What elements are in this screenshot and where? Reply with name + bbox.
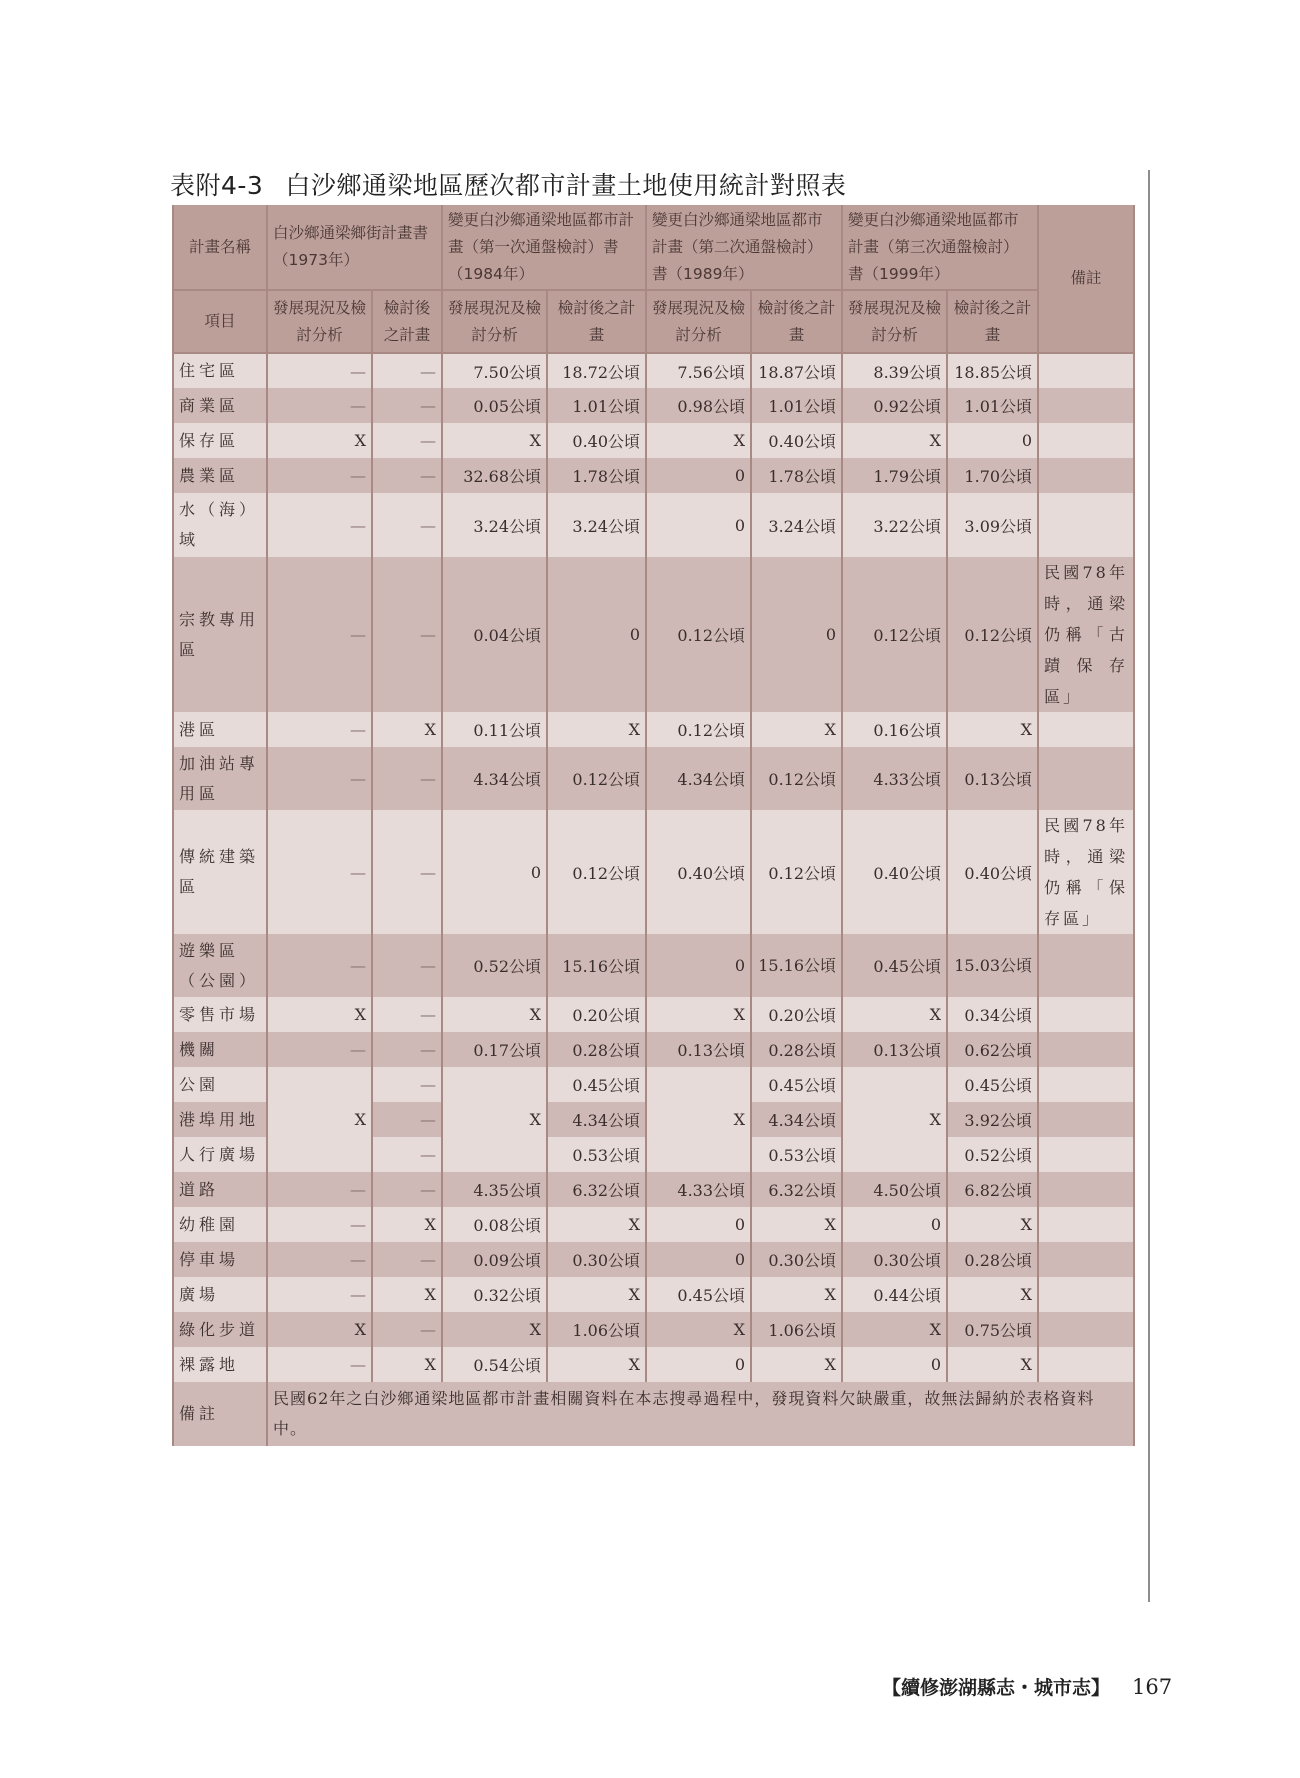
table-row (173, 810, 1134, 934)
planned-cell: X (372, 1347, 442, 1382)
planned-cell: 0.45公頃 (547, 1067, 646, 1102)
planned-cell: 0.30公頃 (547, 1242, 646, 1277)
planned-cell: X (947, 712, 1038, 747)
planned-cell: 0.30公頃 (751, 1242, 842, 1277)
current-status-cell: 0.04公頃 (442, 557, 547, 712)
planned-cell: 4.34公頃 (547, 1102, 646, 1137)
current-status-cell: 4.34公頃 (646, 747, 751, 810)
planned-cell: — (372, 388, 442, 423)
page-vertical-rule (1148, 170, 1150, 1602)
table-number: 表附4-3 (170, 171, 264, 200)
sub-header-current: 發展現況及檢討分析 (842, 290, 947, 353)
land-use-name: 綠化步道 (173, 1312, 267, 1347)
current-status-cell: 0.30公頃 (842, 1242, 947, 1277)
current-status-cell: X (267, 997, 372, 1032)
planned-cell: 0.13公頃 (947, 747, 1038, 810)
remarks-header: 備註 (1038, 205, 1134, 353)
remark-cell (1038, 1207, 1134, 1242)
planned-cell: 0.62公頃 (947, 1032, 1038, 1067)
planned-cell: 0.53公頃 (751, 1137, 842, 1172)
remark-cell (1038, 1347, 1134, 1382)
table-row (173, 1312, 1134, 1347)
current-status-cell: X (442, 423, 547, 458)
planned-cell: — (372, 458, 442, 493)
planned-cell: 0.40公頃 (547, 423, 646, 458)
planned-cell: — (372, 353, 442, 388)
table-row (173, 458, 1134, 493)
current-status-cell: 0.40公頃 (842, 810, 947, 934)
planned-cell: — (372, 1032, 442, 1067)
current-status-cell: 0.16公頃 (842, 712, 947, 747)
table-row (173, 1067, 1134, 1102)
land-use-name: 道路 (173, 1172, 267, 1207)
current-status-cell: X (842, 1067, 947, 1172)
current-status-cell: — (267, 712, 372, 747)
land-use-name: 廣場 (173, 1277, 267, 1312)
planned-cell: 1.06公頃 (751, 1312, 842, 1347)
planned-cell: — (372, 997, 442, 1032)
planned-cell: 15.16公頃 (547, 934, 646, 997)
remark-cell (1038, 493, 1134, 557)
planned-cell: 0.40公頃 (751, 423, 842, 458)
plan-header-1973: 白沙鄉通梁鄉街計畫書（1973年） (267, 205, 442, 290)
planned-cell: 0.20公頃 (547, 997, 646, 1032)
remark-cell: 民國78年時，通梁仍稱「古蹟保存區」 (1038, 557, 1134, 712)
current-status-cell: 0.98公頃 (646, 388, 751, 423)
current-status-cell: — (267, 557, 372, 712)
planned-cell: 3.09公頃 (947, 493, 1038, 557)
planned-cell: X (947, 1277, 1038, 1312)
current-status-cell: X (646, 1312, 751, 1347)
current-status-cell: X (842, 1312, 947, 1347)
planned-cell: 18.72公頃 (547, 353, 646, 388)
current-status-cell: 32.68公頃 (442, 458, 547, 493)
land-use-name: 零售市場 (173, 997, 267, 1032)
planned-cell: 0.40公頃 (947, 810, 1038, 934)
planned-cell: 1.70公頃 (947, 458, 1038, 493)
planned-cell: 0.45公頃 (751, 1067, 842, 1102)
land-use-name: 加油站專用區 (173, 747, 267, 810)
current-status-cell: — (267, 1032, 372, 1067)
remark-cell (1038, 1312, 1134, 1347)
remark-cell (1038, 1032, 1134, 1067)
current-status-cell: 0.52公頃 (442, 934, 547, 997)
planned-cell: — (372, 1312, 442, 1347)
planned-cell: — (372, 934, 442, 997)
current-status-cell: 0.32公頃 (442, 1277, 547, 1312)
planned-cell: — (372, 493, 442, 557)
remark-cell (1038, 458, 1134, 493)
remark-cell (1038, 1242, 1134, 1277)
current-status-cell: 0.54公頃 (442, 1347, 547, 1382)
current-status-cell: X (646, 423, 751, 458)
planned-cell: 0.45公頃 (947, 1067, 1038, 1102)
current-status-cell: — (267, 810, 372, 934)
current-status-cell: X (442, 997, 547, 1032)
planned-cell: 6.32公頃 (751, 1172, 842, 1207)
planned-cell: 1.01公頃 (547, 388, 646, 423)
land-use-name: 幼稚園 (173, 1207, 267, 1242)
current-status-cell: 1.79公頃 (842, 458, 947, 493)
table-row (173, 712, 1134, 747)
planned-cell: — (372, 557, 442, 712)
planned-cell: X (547, 1277, 646, 1312)
remark-cell (1038, 1067, 1134, 1102)
planned-cell: X (947, 1207, 1038, 1242)
current-status-cell: 0.17公頃 (442, 1032, 547, 1067)
planned-cell: 0.75公頃 (947, 1312, 1038, 1347)
table-row (173, 493, 1134, 557)
planned-cell: 4.34公頃 (751, 1102, 842, 1137)
current-status-cell: 0.05公頃 (442, 388, 547, 423)
plan-header-1989: 變更白沙鄉通梁地區都市計畫（第二次通盤檢討）書（1989年） (646, 205, 842, 290)
current-status-cell: X (646, 1067, 751, 1172)
planned-cell: 1.06公頃 (547, 1312, 646, 1347)
land-use-name: 傳統建築區 (173, 810, 267, 934)
planned-cell: 1.01公頃 (751, 388, 842, 423)
current-status-cell: 7.50公頃 (442, 353, 547, 388)
table-row (173, 747, 1134, 810)
planned-cell: 18.85公頃 (947, 353, 1038, 388)
current-status-cell: 0 (646, 493, 751, 557)
planned-cell: 0.28公頃 (751, 1032, 842, 1067)
planned-cell: X (751, 1207, 842, 1242)
page-number: 167 (1132, 1675, 1173, 1699)
land-use-name: 人行廣場 (173, 1137, 267, 1172)
land-use-name: 商業區 (173, 388, 267, 423)
current-status-cell: 0.12公頃 (646, 557, 751, 712)
planned-cell: 0.20公頃 (751, 997, 842, 1032)
land-use-name: 保存區 (173, 423, 267, 458)
current-status-cell: 3.22公頃 (842, 493, 947, 557)
planned-cell: — (372, 1172, 442, 1207)
current-status-cell: — (267, 1347, 372, 1382)
current-status-cell: 4.33公頃 (646, 1172, 751, 1207)
land-use-name: 住宅區 (173, 353, 267, 388)
table-row (173, 1277, 1134, 1312)
planned-cell: 0 (547, 557, 646, 712)
current-status-cell: — (267, 1242, 372, 1277)
current-status-cell: 0.13公頃 (646, 1032, 751, 1067)
header-row-sub (173, 290, 1134, 353)
planned-cell: X (947, 1347, 1038, 1382)
sub-header-planned: 檢討後之計畫 (372, 290, 442, 353)
current-status-cell: 0 (442, 810, 547, 934)
table-row (173, 353, 1134, 388)
planned-cell: — (372, 1242, 442, 1277)
land-use-name: 裸露地 (173, 1347, 267, 1382)
table-title (170, 166, 846, 202)
planned-cell: 1.78公頃 (547, 458, 646, 493)
planned-cell: 15.16公頃 (751, 934, 842, 997)
current-status-cell: 0.09公頃 (442, 1242, 547, 1277)
planned-cell: 0.52公頃 (947, 1137, 1038, 1172)
current-status-cell: 4.33公頃 (842, 747, 947, 810)
current-status-cell: — (267, 934, 372, 997)
current-status-cell: 0.92公頃 (842, 388, 947, 423)
table-row (173, 1347, 1134, 1382)
current-status-cell: 0 (646, 1207, 751, 1242)
table-row (173, 934, 1134, 997)
planned-cell: X (547, 1207, 646, 1242)
planned-cell: X (372, 1277, 442, 1312)
current-status-cell: — (267, 1207, 372, 1242)
current-status-cell: 4.34公頃 (442, 747, 547, 810)
current-status-cell: — (267, 458, 372, 493)
current-status-cell: 3.24公頃 (442, 493, 547, 557)
table-body (173, 353, 1134, 1446)
sub-header-planned: 檢討後之計畫 (947, 290, 1038, 353)
planned-cell: 6.32公頃 (547, 1172, 646, 1207)
planned-cell: X (547, 1347, 646, 1382)
remark-cell (1038, 1102, 1134, 1137)
table-row (173, 423, 1134, 458)
planned-cell: 0.12公頃 (947, 557, 1038, 712)
table-title-text: 白沙鄉通梁地區歷次都市計畫土地使用統計對照表 (285, 171, 847, 200)
current-status-cell: X (646, 997, 751, 1032)
sub-header-current: 發展現況及檢討分析 (267, 290, 372, 353)
land-use-name: 停車場 (173, 1242, 267, 1277)
planned-cell: 0 (751, 557, 842, 712)
current-status-cell: 0 (646, 458, 751, 493)
current-status-cell: — (267, 1277, 372, 1312)
current-status-cell: X (442, 1312, 547, 1347)
planned-cell: — (372, 810, 442, 934)
current-status-cell: 0.40公頃 (646, 810, 751, 934)
current-status-cell: — (267, 493, 372, 557)
table-row (173, 1032, 1134, 1067)
planned-cell: 18.87公頃 (751, 353, 842, 388)
remark-cell (1038, 1172, 1134, 1207)
planned-cell: 0.12公頃 (751, 810, 842, 934)
current-status-cell: 4.35公頃 (442, 1172, 547, 1207)
sub-header-current: 發展現況及檢討分析 (442, 290, 547, 353)
remark-cell (1038, 353, 1134, 388)
planned-cell: 3.92公頃 (947, 1102, 1038, 1137)
current-status-cell: — (267, 353, 372, 388)
item-header: 項目 (173, 290, 267, 353)
current-status-cell: X (267, 1312, 372, 1347)
current-status-cell: 0.12公頃 (842, 557, 947, 712)
table-row (173, 1172, 1134, 1207)
planned-cell: 3.24公頃 (751, 493, 842, 557)
land-use-name: 港區 (173, 712, 267, 747)
plan-header-1984: 變更白沙鄉通梁地區都市計畫（第一次通盤檢討）書（1984年） (442, 205, 646, 290)
remark-cell (1038, 423, 1134, 458)
planned-cell: X (547, 712, 646, 747)
header-row-plans (173, 205, 1134, 290)
current-status-cell: 0.45公頃 (842, 934, 947, 997)
current-status-cell: X (267, 423, 372, 458)
remark-cell (1038, 997, 1134, 1032)
remark-cell (1038, 1277, 1134, 1312)
current-status-cell: 0 (842, 1347, 947, 1382)
current-status-cell: X (267, 1067, 372, 1172)
sub-header-current: 發展現況及檢討分析 (646, 290, 751, 353)
remark-cell: 民國78年時，通梁仍稱「保存區」 (1038, 810, 1134, 934)
table-row (173, 997, 1134, 1032)
planned-cell: 0 (947, 423, 1038, 458)
planned-cell: 3.24公頃 (547, 493, 646, 557)
planned-cell: X (751, 1347, 842, 1382)
land-use-name: 遊樂區（公園） (173, 934, 267, 997)
current-status-cell: 0.11公頃 (442, 712, 547, 747)
book-title: 【續修澎湖縣志・城市志】 (882, 1677, 1111, 1699)
planned-cell: 1.78公頃 (751, 458, 842, 493)
table-row (173, 1207, 1134, 1242)
table-row (173, 1242, 1134, 1277)
current-status-cell: 0 (646, 934, 751, 997)
land-use-name: 機關 (173, 1032, 267, 1067)
table-row (173, 388, 1134, 423)
current-status-cell: X (842, 423, 947, 458)
planned-cell: — (372, 747, 442, 810)
current-status-cell: — (267, 1172, 372, 1207)
current-status-cell: 0 (646, 1347, 751, 1382)
remark-cell (1038, 934, 1134, 997)
plan-name-header: 計畫名稱 (173, 205, 267, 290)
remark-row-text: 民國62年之白沙鄉通梁地區都市計畫相關資料在本志搜尋過程中，發現資料欠缺嚴重，故無法歸納於表格資料中。 (267, 1382, 1134, 1446)
planned-cell: X (751, 1277, 842, 1312)
remark-cell (1038, 1137, 1134, 1172)
planned-cell: X (751, 712, 842, 747)
planned-cell: 0.12公頃 (751, 747, 842, 810)
planned-cell: — (372, 1137, 442, 1172)
planned-cell: 0.34公頃 (947, 997, 1038, 1032)
current-status-cell: 0.12公頃 (646, 712, 751, 747)
land-use-name: 水（海）域 (173, 493, 267, 557)
land-use-name: 港埠用地 (173, 1102, 267, 1137)
planned-cell: 0.12公頃 (547, 810, 646, 934)
planned-cell: 6.82公頃 (947, 1172, 1038, 1207)
remark-cell (1038, 712, 1134, 747)
current-status-cell: — (267, 388, 372, 423)
remark-row-label: 備註 (173, 1382, 267, 1446)
current-status-cell: X (442, 1067, 547, 1172)
current-status-cell: 0.08公頃 (442, 1207, 547, 1242)
current-status-cell: 0.44公頃 (842, 1277, 947, 1312)
planned-cell: 0.53公頃 (547, 1137, 646, 1172)
sub-header-planned: 檢討後之計畫 (751, 290, 842, 353)
current-status-cell: 0 (842, 1207, 947, 1242)
planned-cell: 15.03公頃 (947, 934, 1038, 997)
land-use-name: 公園 (173, 1067, 267, 1102)
current-status-cell: 0.13公頃 (842, 1032, 947, 1067)
current-status-cell: 0 (646, 1242, 751, 1277)
remark-row (173, 1382, 1134, 1446)
planned-cell: — (372, 1102, 442, 1137)
planned-cell: X (372, 1207, 442, 1242)
land-use-name: 農業區 (173, 458, 267, 493)
planned-cell: 0.28公頃 (547, 1032, 646, 1067)
plan-header-1999: 變更白沙鄉通梁地區都市計畫（第三次通盤檢討）書（1999年） (842, 205, 1038, 290)
sub-header-planned: 檢討後之計畫 (547, 290, 646, 353)
current-status-cell: 0.45公頃 (646, 1277, 751, 1312)
current-status-cell: — (267, 747, 372, 810)
page-footer (882, 1673, 1172, 1700)
land-use-name: 宗教專用區 (173, 557, 267, 712)
remark-cell (1038, 388, 1134, 423)
planned-cell: X (372, 712, 442, 747)
planned-cell: 0.12公頃 (547, 747, 646, 810)
current-status-cell: 8.39公頃 (842, 353, 947, 388)
land-use-table (172, 205, 1135, 1446)
remark-cell (1038, 747, 1134, 810)
planned-cell: — (372, 423, 442, 458)
current-status-cell: 7.56公頃 (646, 353, 751, 388)
planned-cell: 1.01公頃 (947, 388, 1038, 423)
table-row (173, 557, 1134, 712)
current-status-cell: 4.50公頃 (842, 1172, 947, 1207)
current-status-cell: X (842, 997, 947, 1032)
planned-cell: 0.28公頃 (947, 1242, 1038, 1277)
planned-cell: — (372, 1067, 442, 1102)
